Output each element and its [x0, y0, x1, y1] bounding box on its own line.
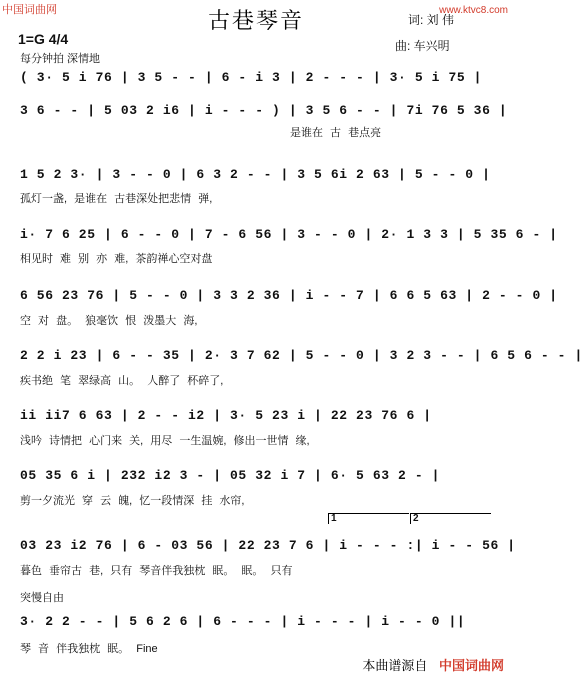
song-title: 古巷琴音 — [207, 8, 304, 33]
notation-line: ii ii7 6 63 | 2 - - i2 | 3· 5 23 i | 22 23 76 6 | — [20, 408, 432, 423]
lyrics-line: 是谁在 古 巷点亮 — [290, 127, 382, 139]
watermark-url[interactable]: www.ktvc8.com — [439, 5, 508, 16]
footer-source: 本曲谱源自 — [362, 658, 428, 673]
notation-line: ( 3· 5 i 76 | 3 5 - - | 6 - i 3 | 2 - - - | 3· 5 i 75 | — [20, 70, 483, 85]
lyrics-line: 疾书绝 笔 翠绿高 山。 人醉了 杯碎了, — [20, 375, 224, 387]
lyrics-line: 孤灯一盏, 是谁在 古巷深处把悲情 弹, — [20, 193, 213, 205]
footer-site-link[interactable]: 中国词曲网 — [438, 658, 504, 673]
volta-bracket-1 — [328, 513, 409, 524]
lyrics-line: 相见时 难 别 亦 难, 茶韵禅心空对盘 — [20, 253, 213, 265]
lyrics-line: 空 对 盘。 狼毫饮 恨 泼墨大 海, — [20, 315, 198, 327]
footer — [362, 655, 504, 674]
notation-line: 6 56 23 76 | 5 - - 0 | 3 3 2 36 | i - - 7 | 6 6 5 63 | 2 - - 0 | — [20, 288, 558, 303]
notation-line: 2 2 i 23 | 6 - - 35 | 2· 3 7 62 | 5 - - 0 | 3 2 3 - - | 6 5 6 - - | — [20, 348, 583, 363]
lyrics-line: 浅吟 诗情把 心门来 关, 用尽 一生温婉, 修出一世情 缘, — [20, 435, 310, 447]
lyrics-line: 琴 音 伴我独枕 眠。 Fine — [20, 643, 158, 655]
volta-number-1: 1 — [331, 513, 337, 524]
key-signature: 1=G 4/4 — [18, 31, 69, 47]
composer: 曲: 车兴明 — [395, 39, 450, 53]
tempo-marking: 每分钟拍 深情地 — [20, 53, 101, 65]
lyricist: 词: 刘 伟 — [408, 13, 455, 27]
tempo-coda: 突慢自由 — [20, 592, 64, 604]
notation-line: 03 23 i2 76 | 6 - 03 56 | 22 23 7 6 | i - - - :| i - - 56 | — [20, 538, 516, 553]
notation-line: i· 7 6 25 | 6 - - 0 | 7 - 6 56 | 3 - - 0 | 2· 1 3 3 | 5 35 6 - | — [20, 227, 558, 242]
lyrics-line: 暮色 垂帘古 巷, 只有 琴音伴我独枕 眠。 眠。 只有 — [20, 565, 293, 577]
notation-line: 1 5 2 3· | 3 - - 0 | 6 3 2 - - | 3 5 6i 2 63 | 5 - - 0 | — [20, 167, 491, 182]
notation-line: 05 35 6 i | 232 i2 3 - | 05 32 i 7 | 6· 5 63 2 - | — [20, 468, 441, 483]
watermark-top: 中国词曲网 — [2, 4, 57, 16]
notation-line: 3 6 - - | 5 03 2 i6 | i - - - ) | 3 5 6 - - | 7i 76 5 36 | — [20, 103, 508, 118]
lyrics-line: 剪一夕流光 穿 云 魄, 忆一段情深 挂 水帘, — [20, 495, 245, 507]
volta-bracket-2 — [410, 513, 491, 524]
notation-line: 3· 2 2 - - | 5 6 2 6 | 6 - - - | i - - - | i - - 0 || — [20, 614, 466, 629]
volta-number-2: 2 — [413, 513, 419, 524]
